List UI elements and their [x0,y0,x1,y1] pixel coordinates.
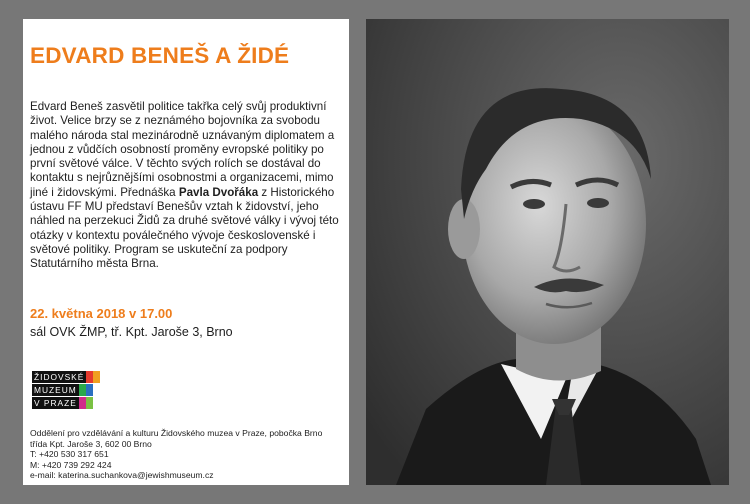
logo-swatch-magenta [79,397,86,409]
speaker-name: Pavla Dvořáka [178,185,259,199]
description-part-2: z Historického ústavu FF MU představí Benešův vztah k židovství, jeho náhled na perzekuci Židů za druhé světové války i vývoj této otázky v kontextu poválečného vývoje československé i světové politiky. Program se uskuteční za podpory Statutárního města Brna. [30,185,339,271]
contact-phone: T: +420 530 317 651 [30,449,109,460]
logo-line-1: ŽIDOVSKÉ [34,372,85,382]
event-venue: sál OVK ŽMP, tř. Kpt. Jaroše 3, Brno [30,325,233,339]
logo-swatch-lime [86,397,93,409]
contact-address: třída Kpt. Jaroše 3, 602 00 Brno [30,438,152,449]
logo-swatch-green [79,384,86,396]
logo-swatch-red [86,371,93,383]
contact-info [30,428,346,481]
jewish-museum-logo [32,371,100,410]
logo-line-3: V PRAZE [34,398,77,408]
portrait-illustration [366,19,729,485]
portrait-photo [366,19,729,485]
event-description [30,100,344,272]
contact-organization: Oddělení pro vzdělávání a kulturu Židovského muzea v Praze, pobočka Brno [30,428,323,438]
contact-email: e-mail: katerina.suchankova@jewishmuseum.cz [30,470,214,481]
logo-swatch-blue [86,384,93,396]
description-part-1: Edvard Beneš zasvětil politice takřka celý svůj produktivní život. Velice brzy se z neznámého bojovníka za svobodu malého národa stal mezinárodně uznávaným diplomatem a jednou z vůdčích osobností proměny evropské politiky po první světové válce. V těchto svých rolích se dostával do kontaktu s nejrůznějšími osobnostmi a organizacemi, mimo jiné i židovskými. Přednáška [30,100,335,199]
logo-line-2: MUZEUM [34,385,77,395]
logo-swatch-orange [93,371,100,383]
event-poster-panel [23,19,349,485]
contact-mobile: M: +420 739 292 424 [30,459,112,470]
event-title: EDVARD BENEŠ A ŽIDÉ [30,43,290,68]
event-date: 22. května 2018 v 17.00 [30,306,173,321]
